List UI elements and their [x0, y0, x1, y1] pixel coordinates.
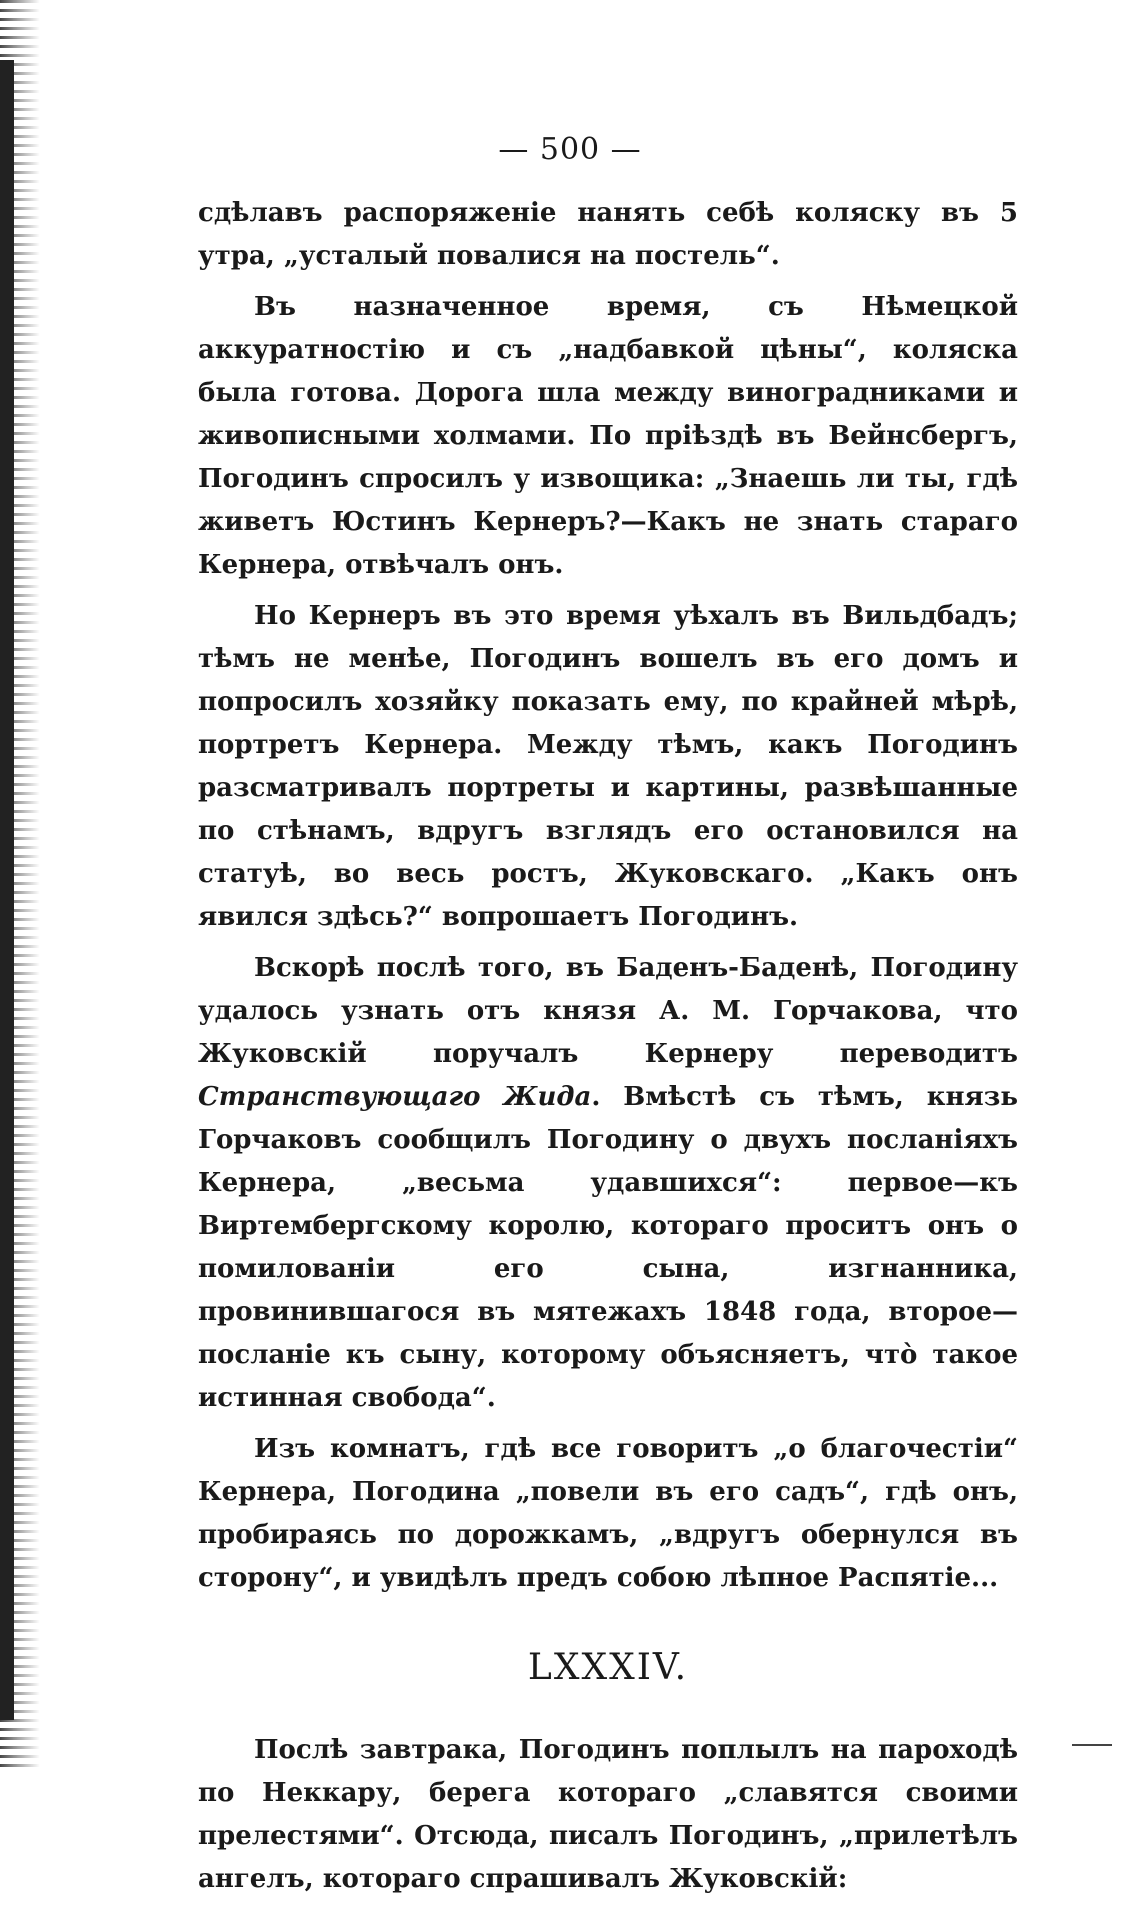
page-number: — 500 — — [498, 132, 642, 167]
scan-edge-binding — [0, 60, 14, 1720]
paragraph-4 — [198, 947, 1018, 1420]
paragraph-2: Въ назначенное время, съ Нѣмецкой аккуратностію и съ „надбавкой цѣны“, коляска была готова. Дорога шла между виноградниками и живописными холмами. По пріѣздѣ въ Вейнсбергъ, Погодинъ спросилъ у извощика: „Знаешь ли ты, гдѣ живетъ Юстинъ Кернеръ?—Какъ не знать стараго Кернера, отвѣчалъ онъ. — [198, 292, 1018, 580]
page-body — [198, 192, 1018, 1909]
paragraph-1: сдѣлавъ распоряженіе нанять себѣ коляску въ 5 утра, „усталый повалися на постель“. — [198, 198, 1018, 271]
book-title-italic: Странствующаго Жида — [198, 1082, 592, 1112]
paragraph-5: Изъ комнатъ, гдѣ все говоритъ „о благочестіи“ Кернера, Погодина „повели въ его садъ“, гдѣ онъ, пробираясь по дорожкамъ, „вдругъ обернулся въ сторону“, и увидѣлъ предъ собою лѣпное Распятіе... — [198, 1434, 1018, 1593]
paragraph-3: Но Кернеръ въ это время уѣхалъ въ Вильдбадъ; тѣмъ не менѣе, Погодинъ вошелъ въ его домъ и попросилъ хозяйку показать ему, по крайней мѣрѣ, портретъ Кернера. Между тѣмъ, какъ Погодинъ разсматривалъ портреты и картины, развѣшанные по стѣнамъ, вдругъ взглядъ его остановился на статуѣ, во весь ростъ, Жуковскаго. „Какъ онъ явился здѣсь?“ вопрошаетъ Погодинъ. — [198, 601, 1018, 932]
paragraph-4-text-end: . Вмѣстѣ съ тѣмъ, князь Горчаковъ сообщилъ Погодину о двухъ посланіяхъ Кернера, „весьма удавшихся“: первое—къ Виртембергскому королю, котораго проситъ онъ о помилованіи его сына, изгнанника, провинившагося въ мятежахъ 1848 года, второе—посланіе къ сыну, которому объясняетъ, что̀ такое истинная свобода“. — [198, 1082, 1018, 1413]
bottom-right-rule — [1072, 1744, 1112, 1746]
section-heading: LXXXIV. — [527, 1647, 689, 1688]
paragraph-4-text-start: Вскорѣ послѣ того, въ Баденъ-Баденѣ, Погодину удалось узнать отъ князя А. М. Горчакова, что Жуковскій поручалъ Кернеру переводитъ — [198, 953, 1018, 1069]
paragraph-6: Послѣ завтрака, Погодинъ поплылъ на пароходѣ по Неккару, берега котораго „славятся своими прелестями“. Отсюда, писалъ Погодинъ, „прилетѣлъ ангелъ, котораго спрашивалъ Жуковскій: — [198, 1735, 1018, 1894]
